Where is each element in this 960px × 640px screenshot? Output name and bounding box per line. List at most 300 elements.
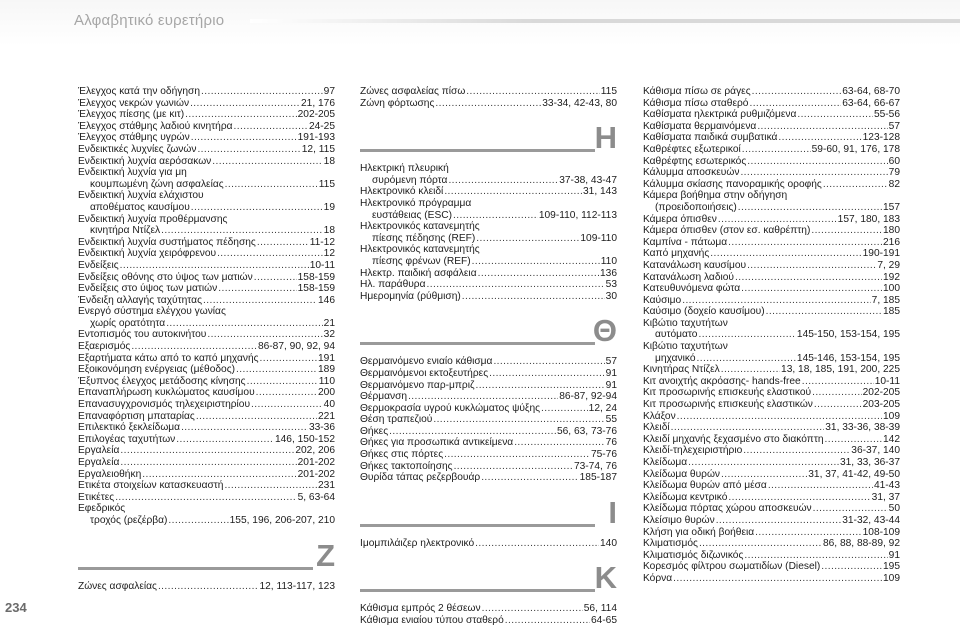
leader-dots	[747, 260, 876, 272]
index-entry	[360, 461, 617, 473]
entry-pages: 192	[883, 271, 900, 283]
entry-pages: 202-205	[862, 387, 900, 399]
entry-term: Εργαλεία	[78, 445, 120, 457]
entry-pages: 231	[318, 480, 335, 492]
index-entry	[78, 492, 335, 504]
entry-pages: 21	[323, 317, 335, 329]
index-entry	[643, 561, 900, 573]
entry-pages: 56, 114	[583, 603, 617, 615]
leader-dots	[742, 144, 811, 156]
entry-term: Ηλεκτρ. παιδική ασφάλεια	[360, 267, 477, 279]
entry-subterm: ευστάθειας (ESC)	[372, 209, 453, 221]
leader-dots	[812, 387, 862, 399]
index-entry	[78, 329, 335, 341]
index-entry	[360, 426, 617, 438]
index-entry	[643, 214, 900, 226]
index-entry	[643, 434, 900, 446]
entry-term: Ιμομπιλάιζερ ηλεκτρονικό	[360, 537, 475, 549]
entry-pages: 63-64, 68-70	[842, 86, 900, 97]
entry-term: Κλείσιμο θυρών	[643, 514, 715, 526]
index-entry	[360, 437, 617, 449]
entry-pages: 136	[600, 267, 617, 279]
index-entry	[78, 121, 335, 133]
entry-pages: 146, 150-152	[274, 433, 335, 445]
letter-rule	[78, 567, 313, 570]
index-entry	[643, 445, 900, 457]
index-entry	[78, 341, 335, 353]
entry-pages: 41-43	[873, 480, 900, 492]
index-entry	[643, 225, 900, 237]
index-entry	[360, 449, 617, 461]
leader-dots	[825, 434, 882, 446]
entry-pages: 36-37, 140	[851, 445, 900, 457]
entry-term: Καύσιμο (δοχείο καυσίμου)	[643, 306, 765, 318]
entry-term: Κάμερα όπισθεν (στον εσ. καθρέπτη)	[643, 225, 811, 237]
leader-dots	[472, 256, 600, 268]
entry-pages: 37-38, 43-47	[559, 174, 617, 186]
letter-rule	[360, 524, 595, 527]
leader-dots	[778, 132, 861, 144]
leader-dots	[115, 492, 296, 504]
entry-term: Κλείδωμα θυρών από μέσα	[643, 480, 767, 492]
entry-pages: 21, 176	[301, 97, 335, 109]
entry-term: Ενδεικτική λυχνία προθέρμανσης	[78, 213, 228, 225]
leader-dots	[478, 268, 599, 280]
entry-subterm: μηχανικό	[655, 352, 696, 364]
leader-dots	[673, 573, 882, 585]
index-entry	[643, 306, 900, 318]
index-entry	[643, 341, 900, 364]
leader-dots	[166, 318, 322, 330]
leader-dots	[191, 132, 297, 144]
leader-dots	[176, 434, 274, 446]
leader-dots	[454, 461, 573, 473]
leader-dots	[699, 538, 822, 550]
leader-dots	[453, 210, 538, 222]
entry-pages: 13, 18, 185, 191, 200, 225	[781, 364, 900, 376]
leader-dots	[718, 214, 837, 226]
leader-dots	[747, 156, 887, 168]
entry-term: Ενδεικτική λυχνία συστήματος πέδησης	[78, 236, 256, 248]
entry-pages: 180	[883, 225, 900, 237]
entry-term: Θερμοκρασία υγρού κυκλώματος ψύξης	[360, 402, 541, 414]
leader-dots	[768, 480, 873, 492]
entry-term: Κλήση για οδική βοήθεια	[643, 526, 755, 538]
entry-pages: 108-109	[862, 526, 900, 538]
index-entry	[643, 283, 900, 295]
index-entry	[78, 422, 335, 434]
entry-term: Ενεργό σύστημα ελέγχου γωνίας	[78, 306, 226, 318]
entry-term: Ενδεικτική λυχνία χειρόφρενου	[78, 248, 217, 260]
entry-pages: 201-202	[297, 457, 335, 468]
entry-pages: 60	[888, 155, 900, 167]
entry-pages: 31-32, 43-44	[842, 514, 900, 526]
entry-term: Εξαρτήματα κάτω από το καπό μηχανής	[78, 352, 259, 364]
entry-term: Έλεγχος κατά την οδήγηση	[78, 86, 200, 97]
index-entry	[643, 98, 900, 110]
entry-pages: 31, 33-36, 38-39	[825, 422, 900, 434]
leader-dots	[823, 179, 888, 191]
section-letter: K	[594, 560, 617, 596]
entry-pages: 40	[323, 399, 335, 411]
index-entry	[78, 411, 335, 423]
leader-dots	[408, 391, 558, 403]
entry-subterm: πίεσης πέδησης (REF)	[372, 232, 476, 244]
entry-pages: 12	[323, 248, 335, 260]
entry-pages: 142	[883, 433, 900, 445]
entry-term: Κλειδί μηχανής ξεχασμένο στο διακόπτη	[643, 433, 824, 445]
entry-pages: 97	[323, 86, 335, 97]
leader-dots	[735, 272, 882, 284]
entry-pages: 109-110	[580, 232, 617, 244]
index-entry	[643, 121, 900, 133]
index-entry	[643, 295, 900, 307]
entry-term: Θερμαινόμενο παρ-μπριζ	[360, 379, 475, 391]
index-entry	[643, 167, 900, 179]
entry-pages: 55-56	[873, 109, 900, 121]
index-entry	[78, 364, 335, 376]
entry-pages: 33-36	[308, 422, 335, 434]
leader-dots	[236, 364, 317, 376]
index-entry	[360, 198, 617, 221]
index-entry	[360, 221, 617, 244]
entry-pages: 33-34, 42-43, 80	[542, 97, 617, 109]
entry-term: Εργαλειοθήκη	[78, 468, 142, 480]
index-entry	[643, 515, 900, 527]
index-entry	[643, 469, 900, 481]
entry-term: Έλεγχος πίεσης (με κιτ)	[78, 109, 185, 121]
index-entry	[360, 186, 617, 198]
entry-subterm: πίεσης φρένων (REF)	[372, 255, 471, 267]
leader-dots	[466, 86, 599, 98]
entry-pages: 200	[318, 387, 335, 399]
leader-dots	[721, 364, 780, 376]
entry-subterm: τροχός (ρεζέρβα)	[90, 514, 168, 526]
index-entry	[643, 260, 900, 272]
entry-term: Επαναφόρτιση μπαταρίας	[78, 410, 195, 422]
index-entry	[78, 214, 335, 237]
entry-term: Κλειδί	[643, 422, 670, 434]
letter-rule	[360, 589, 595, 592]
leader-dots	[728, 492, 870, 504]
index-entry	[78, 132, 335, 144]
entry-pages: 145-146, 153-154, 195	[796, 352, 900, 364]
entry-pages: 109	[883, 572, 900, 584]
entry-term: Θήκες τακτοποίησης	[360, 460, 453, 472]
leader-dots	[493, 356, 604, 368]
entry-pages: 110	[318, 375, 335, 387]
letter-divider	[360, 496, 617, 538]
entry-pages: 115	[600, 86, 617, 97]
leader-dots	[743, 445, 850, 457]
leader-dots	[755, 527, 861, 539]
entry-term: Κλείδωμα	[643, 457, 688, 468]
index-entry	[360, 603, 617, 615]
entry-pages: 64-65	[590, 615, 617, 627]
leader-dots	[207, 329, 322, 341]
entry-term: Καύσιμο	[643, 294, 682, 306]
leader-dots	[190, 98, 300, 110]
index-entry	[360, 244, 617, 267]
leader-dots	[168, 515, 228, 527]
leader-dots	[389, 426, 556, 438]
entry-pages: 56, 63, 73-76	[556, 425, 617, 437]
leader-dots	[217, 248, 323, 260]
entry-term: Καθρέφτες εξωτερικοί	[643, 143, 741, 155]
leader-dots	[740, 167, 887, 179]
index-entry	[643, 573, 900, 585]
entry-term: Ενδεικτική λυχνία αερόσακων	[78, 155, 212, 167]
section-letter: Θ	[592, 313, 617, 349]
entry-pages: 12, 115	[301, 143, 335, 155]
entry-pages: 201-202	[297, 468, 335, 480]
entry-pages: 55	[605, 414, 617, 426]
entry-term: Κλείδωμα κεντρικό	[643, 491, 728, 503]
index-entry	[643, 237, 900, 249]
entry-term: Εντοπισμός του αυτοκινήτου	[78, 329, 207, 341]
leader-dots	[710, 248, 861, 260]
entry-subterm: αποθέματος καυσίμου	[90, 201, 190, 213]
entry-pages: 91	[605, 379, 617, 391]
entry-term: Κιβώτιο ταχυτήτων	[643, 317, 728, 329]
index-entry	[643, 132, 900, 144]
entry-term: Έλεγχος στάθμης λαδιού κινητήρα	[78, 120, 233, 132]
index-entry	[360, 615, 617, 627]
entry-pages: 31, 37, 41-42, 49-50	[808, 468, 900, 480]
leader-dots	[120, 260, 309, 272]
index-entry	[643, 144, 900, 156]
entry-term: Ετικέτες	[78, 491, 115, 503]
entry-term: Κάθισμα εμπρός 2 θέσεων	[360, 603, 481, 615]
entry-term: Κάμερα όπισθεν	[643, 213, 717, 225]
entry-pages: 31, 33, 36-37	[839, 457, 900, 468]
index-entry	[360, 163, 617, 186]
entry-pages: 24-25	[308, 120, 335, 132]
entry-subterm: κουμπωμένη ζώνη ασφαλείας	[90, 178, 224, 190]
leader-dots	[677, 411, 882, 423]
entry-pages: 157	[883, 201, 900, 213]
index-entry	[643, 318, 900, 341]
index-entry	[360, 291, 617, 303]
entry-term: Επαναπλήρωση κυκλώματος καυσίμου	[78, 387, 255, 399]
entry-pages: 12, 24	[588, 402, 617, 414]
entry-subterm: συρόμενη πόρτα	[372, 174, 448, 186]
entry-term: Ηλ. παράθυρα	[360, 279, 426, 291]
entry-term: Εξοικονόμηση ενέργειας (μέθοδος)	[78, 364, 236, 376]
entry-pages: 155, 196, 206-207, 210	[229, 514, 335, 526]
leader-dots	[749, 98, 841, 110]
entry-pages: 19	[323, 201, 335, 213]
entry-pages: 32	[323, 329, 335, 341]
leader-dots	[247, 376, 318, 388]
index-entry	[78, 503, 335, 526]
leader-dots	[212, 156, 322, 168]
index-entry	[360, 472, 617, 484]
index-entry	[643, 480, 900, 492]
leader-dots	[254, 272, 297, 284]
entry-pages: 195	[883, 561, 900, 573]
index-entry	[78, 248, 335, 260]
index-entry	[78, 167, 335, 190]
index-entry	[643, 109, 900, 121]
leader-dots	[181, 422, 308, 434]
index-entry	[643, 364, 900, 376]
entry-term: Θερμαινόμενοι εκτοξευτήρες	[360, 367, 489, 379]
entry-term: Κλείδωμα πόρτας χώρου αποσκευών	[643, 503, 812, 515]
entry-term: Ζώνη φόρτωσης	[360, 97, 435, 109]
section-letter: I	[608, 494, 617, 530]
leader-dots	[120, 445, 294, 457]
index-entry	[643, 457, 900, 469]
entry-term: Ηλεκτρονικός κατανεμητής	[360, 221, 480, 233]
entry-term: Επιλεκτικό ξεκλείδωμα	[78, 422, 181, 434]
index-entry	[78, 109, 335, 121]
entry-pages: 50	[888, 503, 900, 515]
entry-pages: 82	[888, 178, 900, 190]
leader-dots	[797, 109, 873, 121]
index-entry	[643, 492, 900, 504]
index-column-1	[78, 86, 335, 592]
entry-term: Κάθισμα πίσω σταθερό	[643, 97, 749, 109]
index-entry	[643, 190, 900, 213]
entry-pages: 185	[883, 306, 900, 318]
entry-pages: 86, 88, 88-89, 92	[822, 538, 900, 550]
entry-pages: 91	[888, 549, 900, 561]
entry-pages: 115	[318, 178, 335, 190]
entry-term: Κιτ ανοιχτής ακρόασης- hands-free	[643, 375, 801, 387]
letter-divider	[360, 561, 617, 603]
leader-dots	[821, 561, 882, 573]
entry-term: Κορεσμός φίλτρου σωματιδίων (Diesel)	[643, 561, 821, 573]
entry-pages: 185-187	[579, 472, 617, 484]
entry-pages: 158-159	[297, 271, 335, 283]
leader-dots	[514, 437, 604, 449]
entry-term: Καμπίνα - πάτωμα	[643, 236, 728, 248]
leader-dots	[224, 480, 317, 492]
index-entry	[78, 190, 335, 213]
entry-pages: 216	[883, 236, 900, 248]
leader-dots	[444, 186, 582, 198]
leader-dots	[142, 469, 296, 481]
entry-pages: 10-11	[874, 375, 900, 387]
entry-pages: 86-87, 92-94	[559, 391, 617, 403]
entry-pages: 189	[318, 364, 335, 376]
index-entry	[78, 260, 335, 272]
entry-pages: 31, 37	[871, 491, 900, 503]
entry-term: Ένδειξη αλλαγής ταχύτητας	[78, 294, 202, 306]
entry-pages: 100	[883, 283, 900, 295]
index-column-3	[643, 86, 900, 585]
leader-dots	[489, 368, 605, 380]
entry-pages: 75-76	[590, 449, 617, 461]
page-number: 234	[5, 600, 27, 615]
entry-pages: 79	[888, 167, 900, 179]
leader-dots	[802, 376, 874, 388]
entry-pages: 12, 113-117, 123	[259, 580, 335, 592]
entry-pages: 53	[605, 279, 617, 291]
leader-dots	[475, 538, 599, 550]
entry-term: Ηλεκτρονικό πρόγραμμα	[360, 197, 472, 209]
section-title: Αλφαβητικό ευρετήριο	[74, 12, 225, 29]
entry-term: Καθρέφτης εσωτερικός	[643, 155, 747, 167]
index-entry	[360, 279, 617, 291]
leader-dots	[481, 472, 578, 484]
entry-term: Κιβώτιο ταχυτήτων	[643, 341, 728, 353]
entry-term: Κάμερα βοήθημα στην οδήγηση	[643, 190, 788, 202]
entry-term: Ημερομηνία (ρύθμιση)	[360, 290, 461, 302]
leader-dots	[196, 411, 317, 423]
index-entry	[78, 98, 335, 110]
entry-term: Εξαερισμός	[78, 341, 131, 353]
entry-pages: 18	[323, 155, 335, 167]
leader-dots	[251, 399, 323, 411]
index-entry	[643, 248, 900, 260]
entry-term: Κλιματισμός	[643, 538, 698, 550]
leader-dots	[728, 237, 882, 249]
entry-pages: 31, 143	[583, 186, 617, 198]
entry-term: Κινητήρας Ντίζελ	[643, 364, 720, 376]
index-entry	[643, 179, 900, 191]
leader-dots	[161, 225, 323, 237]
letter-divider	[78, 539, 335, 581]
index-entry	[643, 411, 900, 423]
entry-term: Ενδεικτική λυχνία ελάχιστου	[78, 190, 204, 202]
header-rule	[250, 19, 960, 23]
entry-pages: 140	[600, 537, 617, 549]
leader-dots	[218, 283, 296, 295]
entry-pages: 158-159	[297, 283, 335, 295]
index-entry	[78, 144, 335, 156]
index-entry	[643, 272, 900, 284]
leader-dots	[444, 449, 590, 461]
entry-pages: 202, 206	[295, 445, 335, 457]
index-entry	[643, 156, 900, 168]
entry-pages: 63-64, 66-67	[842, 97, 900, 109]
entry-pages: 7, 185	[871, 294, 900, 306]
leader-dots	[256, 387, 317, 399]
entry-term: Καθίσματα θερμαινόμενα	[643, 120, 757, 132]
entry-term: Εφεδρικός	[78, 503, 126, 515]
entry-pages: 110	[600, 255, 617, 267]
leader-dots	[225, 179, 318, 191]
leader-dots	[688, 457, 839, 469]
leader-dots	[260, 353, 317, 365]
entry-pages: 57	[888, 120, 900, 132]
index-entry	[643, 387, 900, 399]
leader-dots	[541, 403, 588, 415]
entry-term: Ενδεικτική λυχνία για μη	[78, 167, 187, 179]
index-entry	[360, 368, 617, 380]
entry-term: Ετικέτα στοιχείων κατασκευαστή	[78, 480, 224, 492]
leader-dots	[476, 233, 579, 245]
entry-term: Κλειδί-τηλεχειριστήριο	[643, 445, 743, 457]
index-entry	[78, 387, 335, 399]
index-entry	[78, 237, 335, 249]
leader-dots	[120, 457, 296, 469]
index-entry	[78, 399, 335, 411]
index-entry	[643, 376, 900, 388]
letter-divider	[360, 314, 617, 356]
leader-dots	[185, 109, 296, 121]
entry-term: Έλεγχος νεκρών γωνιών	[78, 97, 190, 109]
entry-term: Ζώνες ασφαλείας	[78, 580, 157, 592]
index-entry	[643, 399, 900, 411]
entry-term: Έλεγχος στάθμης υγρών	[78, 132, 190, 144]
index-entry	[360, 414, 617, 426]
entry-subterm: (προειδοποιήσεις)	[655, 201, 737, 213]
entry-term: Καθίσματα παιδικά συμβατικά	[643, 132, 778, 144]
entry-term: Ηλεκτρονικό κλειδί	[360, 186, 444, 198]
